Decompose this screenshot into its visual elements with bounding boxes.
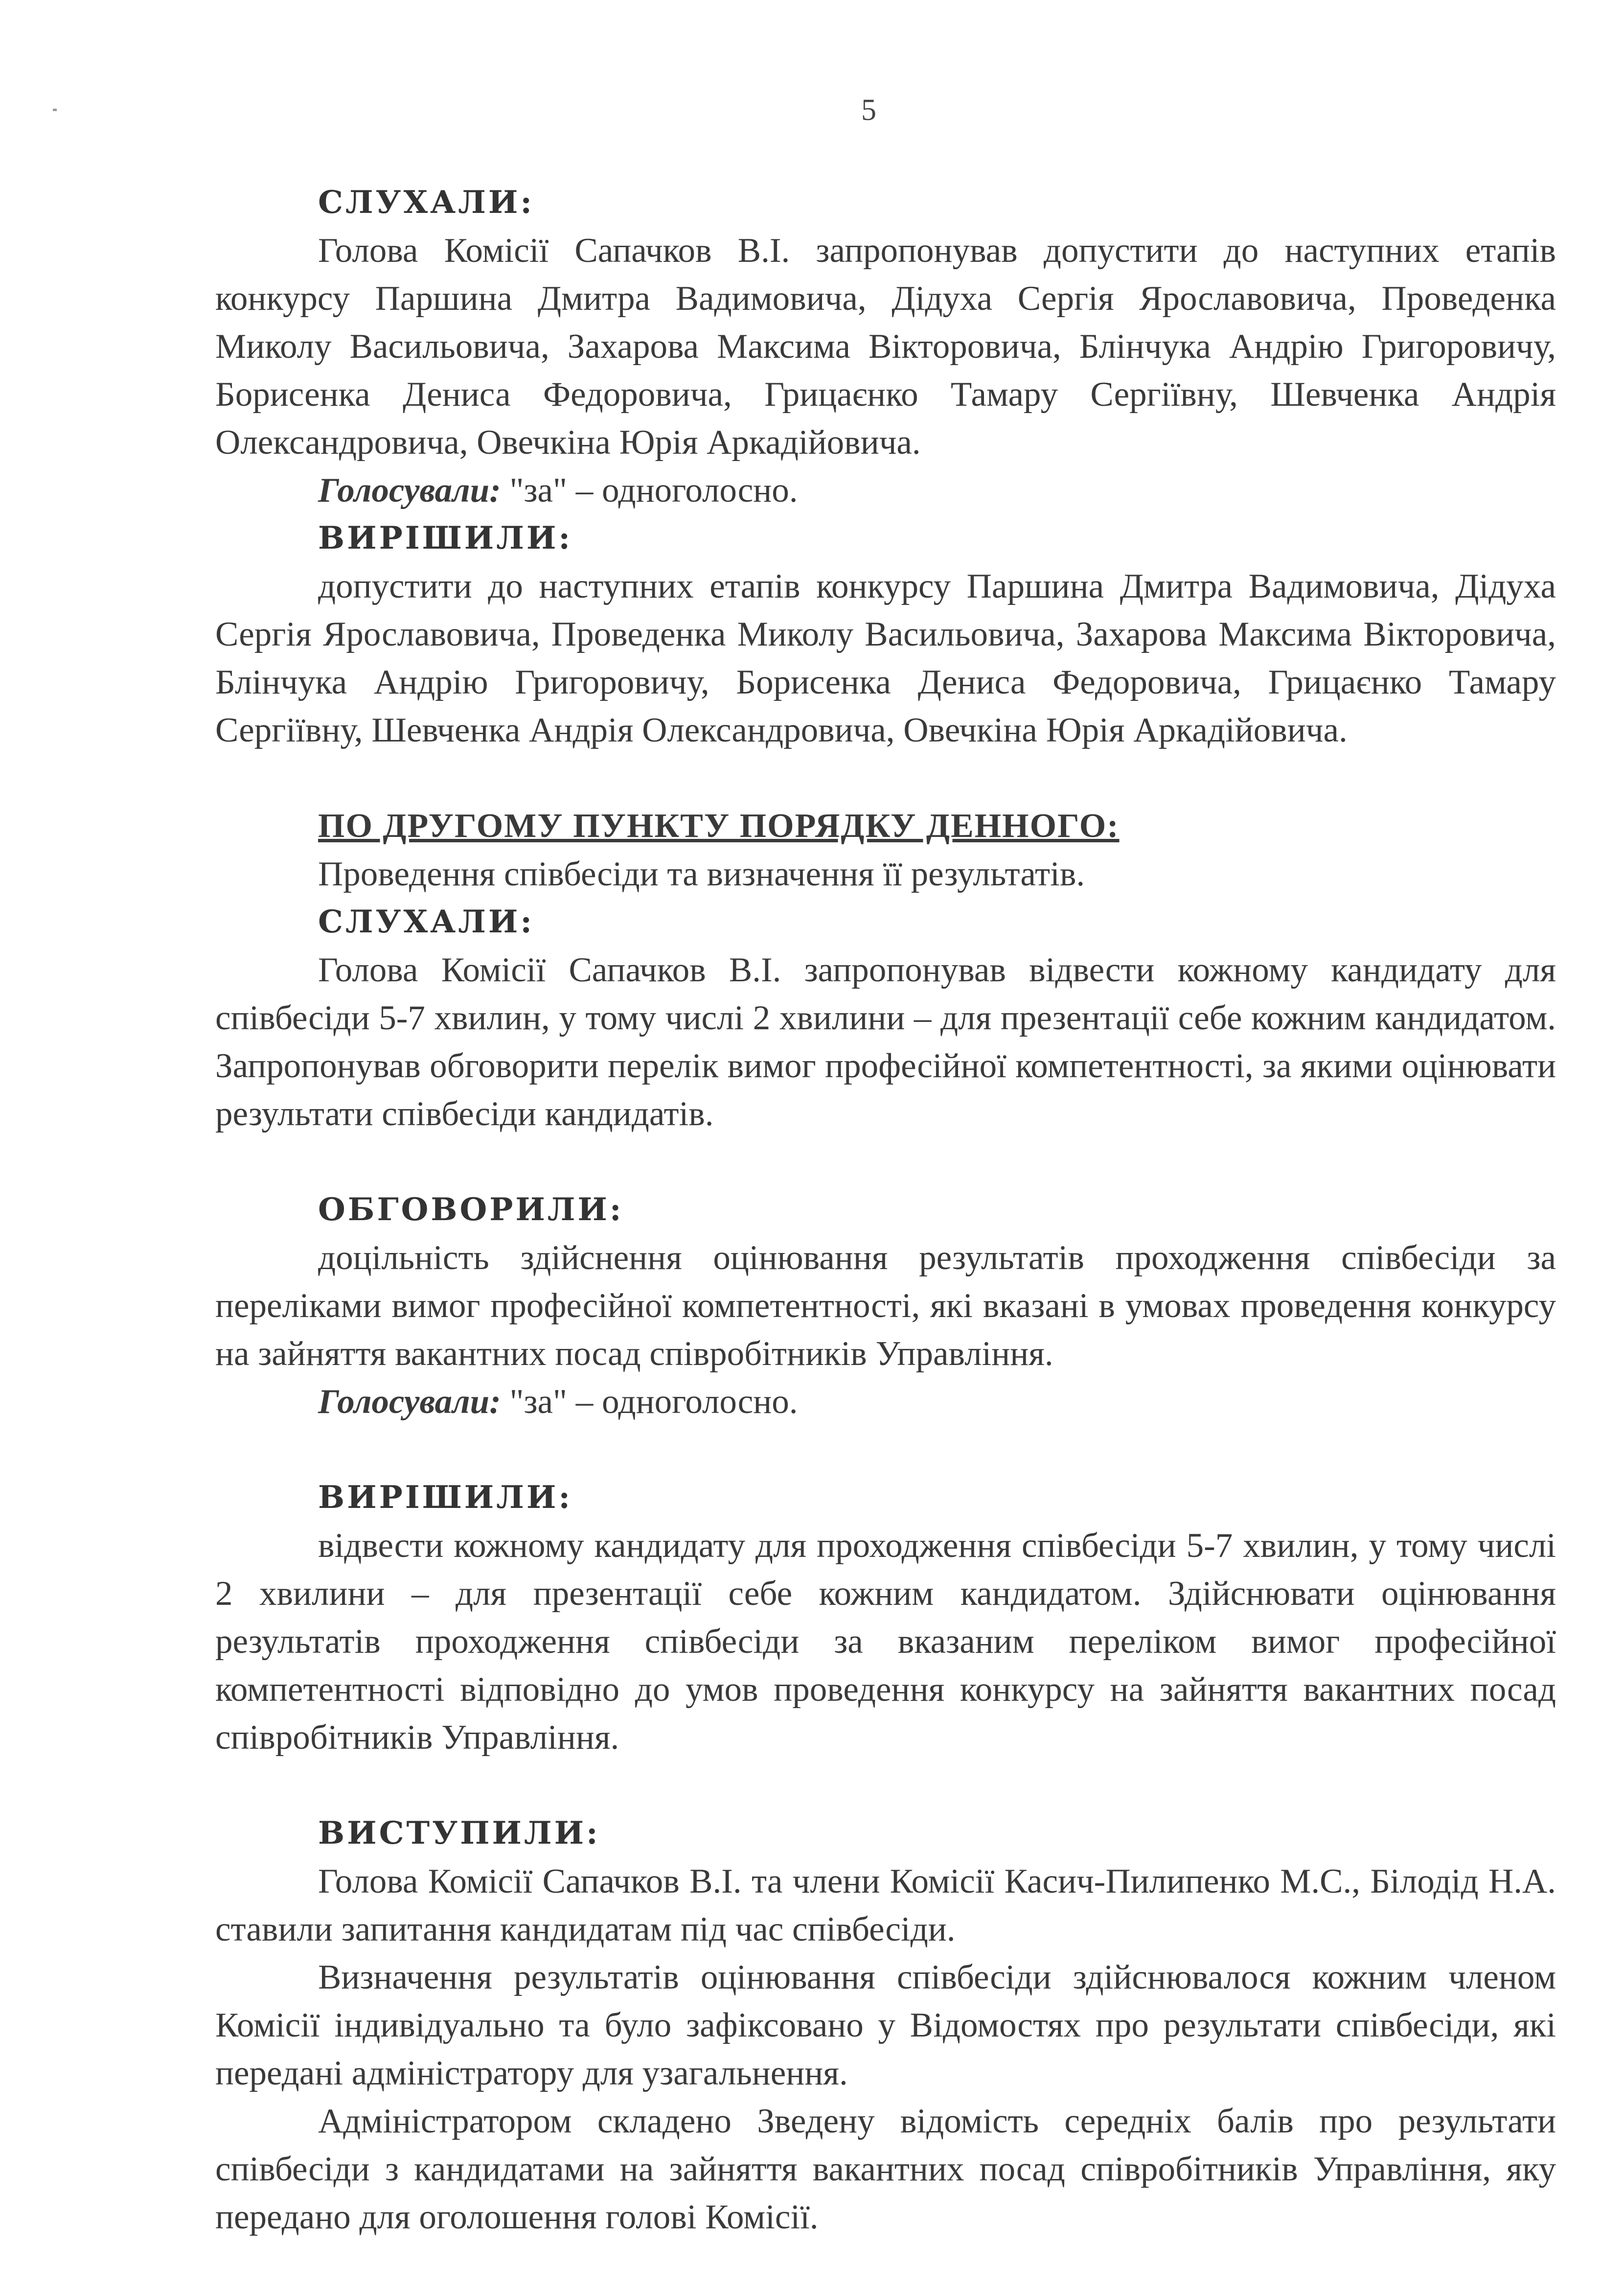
spoke-paragraph-3: Адміністратором складено Зведену відомість середніх балів про результати співбесіди з кандидатами на зайняття вакантних посад співробітників Управління, яку передано для оголошення голові Комісії. [215, 2102, 1556, 2236]
agenda-item-subtitle: Проведення співбесіди та визначення її результатів. [318, 855, 1085, 893]
scan-artifact-dot [53, 109, 57, 111]
vote-result-2: "за" – одноголосно. [509, 1383, 798, 1421]
heard-text-2: Голова Комісії Сапачков В.І. запропонував відвести кожному кандидату для співбесіди 5-7 хвилин, у тому числі 2 хвилини – для презентації себе кожним кандидатом. Запропонував обговорити перелік вимог професійної компетентності, за якими оцінювати результати співбесіди кандидатів. [215, 951, 1556, 1133]
page-number: 5 [861, 93, 876, 127]
decided-heading-2: ВИРІШИЛИ: [318, 1479, 572, 1516]
spacer [215, 754, 1556, 802]
decided-text-1: допустити до наступних етапів конкурсу Паршина Дмитра Вадимовича, Дідуха Сергія Ярославовича, Проведенка Миколу Васильовича, Захарова Максима Вікторовича, Блінчука Андрію Григоровичу, Борисенка Дениса Федоровича, Грицаєнко Тамару Сергіївну, Шевченка Андрія Олександровича, Овечкіна Юрія Аркадійовича. [215, 567, 1556, 749]
vote-result-1: "за" – одноголосно. [509, 471, 798, 509]
agenda-item-title: ПО ДРУГОМУ ПУНКТУ ПОРЯДКУ ДЕННОГО: [318, 807, 1120, 845]
spacer [215, 1138, 1556, 1186]
spacer [215, 1761, 1556, 1809]
spacer [215, 1426, 1556, 1474]
document-body [215, 179, 1556, 2241]
vote-line-1 [215, 466, 1556, 514]
discussed-heading: ОБГОВОРИЛИ: [318, 1191, 624, 1228]
spoke-paragraph-2: Визначення результатів оцінювання співбесіди здійснювалося кожним членом Комісії індивідуально та було зафіксовано у Відомостях про результати співбесіди, які передані адміністратору для узагальнення. [215, 1958, 1556, 2092]
decided-text-2: відвести кожному кандидату для проходження співбесіди 5-7 хвилин, у тому числі 2 хвилини – для презентації себе кожним кандидатом. Здійснювати оцінювання результатів проходження співбесіди за вказаним переліком вимог професійної компетентності відповідно до умов проведення конкурсу на зайняття вакантних посад співробітників Управління. [215, 1527, 1556, 1757]
heard-text-1: Голова Комісії Сапачков В.І. запропонував допустити до наступних етапів конкурсу Паршина Дмитра Вадимовича, Дідуха Сергія Ярославовича, Проведенка Миколу Васильовича, Захарова Максима Вікторовича, Блінчука Андрію Григоровичу, Борисенка Дениса Федоровича, Грицаєнко Тамару Сергіївну, Шевченка Андрія Олександровича, Овечкіна Юрія Аркадійовича. [215, 232, 1556, 462]
spoke-paragraph-1: Голова Комісії Сапачков В.І. та члени Комісії Касич-Пилипенко М.С., Білодід Н.А. ставили запитання кандидатам під час співбесіди. [215, 1862, 1556, 1948]
spoke-heading: ВИСТУПИЛИ: [318, 1815, 600, 1852]
heard-heading-1: СЛУХАЛИ: [318, 184, 534, 221]
vote-label-2: Голосували: [318, 1383, 501, 1421]
vote-label-1: Голосували: [318, 471, 501, 509]
heard-heading-2: СЛУХАЛИ: [318, 903, 534, 940]
discussed-text: доцільність здійснення оцінювання результатів проходження співбесіди за переліками вимог професійної компетентності, які вказані в умовах проведення конкурсу на зайняття вакантних посад співробітників Управління. [215, 1239, 1556, 1373]
decided-heading-1: ВИРІШИЛИ: [318, 520, 572, 556]
vote-line-2 [215, 1378, 1556, 1426]
